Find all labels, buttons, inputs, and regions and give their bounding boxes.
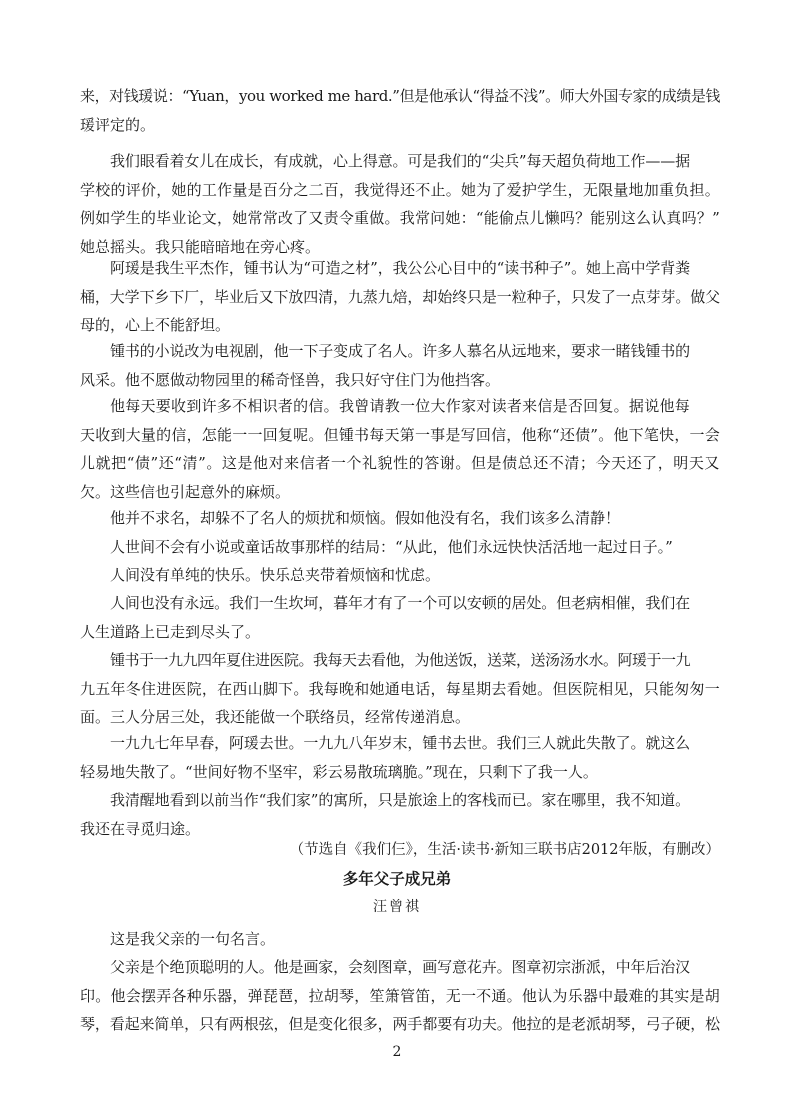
text-line: 例如学生的毕业论文，她常常改了又责令重做。我常问她：“能偷点儿懒吗？能别这么认真吗？” [80,209,720,227]
paragraph [80,147,720,261]
paragraph [80,786,720,843]
text-line: 我们眼看着女儿在成长，有成就，心上得意。可是我们的“尖兵”每天超负荷地工作——据 [110,152,690,170]
paragraph [80,392,720,506]
text-line: 阿瑗是我生平杰作，锺书认为“可造之材”，我公公心目中的“读书种子”。她上高中学背粪 [110,259,690,277]
second-article-author: 汪曾祺 [373,899,421,915]
text-line: 这是我父亲的一句名言。 [110,930,276,948]
text-line: 九五年冬住进医院，在西山脚下。我每晚和她通电话，每星期去看她。但医院相见，只能匆匆一 [80,679,720,698]
text-line: 印。他会摆弄各种乐器，弹琵琶，拉胡琴，笙箫管笛，无一不通。他认为乐器中最难的其实是胡 [80,986,720,1005]
text-line: 风采。他不愿做动物园里的稀奇怪兽，我只好守住门为他挡客。 [80,370,501,389]
text-line: 轻易地失散了。“世间好物不坚牢，彩云易散琉璃脆。”现在，只剩下了我一人。 [80,762,598,781]
text-line: 天收到大量的信，怎能一一回复呢。但锺书每天第一事是写回信，他称“还债”。他下笔快，一会 [80,425,720,444]
source-citation: （节选自《我们仨》，生活·读书·新知三联书店2012年版，有删改） [289,842,720,858]
paragraph [80,925,720,954]
text-line: 他每天要收到许多不相识者的信。我曾请教一位大作家对读者来信是否回复。据说他每 [110,397,690,415]
text-line: 来，对钱瑗说：“Yuan，you worked me hard.”但是他承认“得益不浅”。师大外国专家的成绩是钱 [80,87,720,105]
text-line: 一九九七年早春，阿瑗去世。一九九八年岁末，锺书去世。我们三人就此失散了。就这么 [110,734,690,752]
paragraph [80,533,720,562]
text-line: 学校的评价，她的工作量是百分之二百，我觉得还不止。她为了爱护学生，无限量地加重负担。 [80,180,720,199]
paragraph [80,729,720,786]
paragraph [80,504,720,533]
text-line: 儿就把“债”还“清”。这是他对来信者一个礼貌性的答谢。但是债总还不清；今天还了，明天又 [80,454,720,472]
paragraph [80,561,720,590]
text-line: 母的，心上不能舒坦。 [80,316,231,334]
paragraph [80,254,720,340]
page-number: 2 [392,1044,402,1060]
text-line: 人生道路上已走到尽头了。 [80,622,261,641]
paragraph [80,589,720,646]
text-line: 锺书于一九九四年夏住进医院。我每天去看他，为他送饭，送菜，送汤汤水水。阿瑗于一九 [110,651,690,669]
text-line: 她总摇头。我只能暗暗地在旁心疼。 [80,237,321,256]
paragraph [80,82,720,139]
text-line: 琴，看起来简单，只有两根弦，但是变化很多，两手都要有功夫。他拉的是老派胡琴，弓子硬，松 [80,1015,720,1033]
paragraph [80,646,720,732]
text-line: 人世间不会有小说或童话故事那样的结局：“从此，他们永远快快活活地一起过日子。” [110,538,673,556]
text-line: 我还在寻觅归途。 [80,819,201,838]
text-line: 瑗评定的。 [80,115,156,134]
text-line: 锺书的小说改为电视剧，他一下子变成了名人。许多人慕名从远地来，要求一睹钱锺书的 [110,342,690,360]
paragraph [80,337,720,394]
text-line: 面。三人分居三处，我还能做一个联络员，经常传递消息。 [80,708,471,726]
paragraph [80,953,720,1039]
text-line: 我清醒地看到以前当作“我们家”的寓所，只是旅途上的客栈而已。家在哪里，我不知道。 [110,791,690,809]
second-article-title: 多年父子成兄弟 [342,870,452,888]
text-line: 父亲是个绝顶聪明的人。他是画家，会刻图章，画写意花卉。图章初宗浙派，中年后治汉 [110,958,690,976]
text-line: 人间也没有永远。我们一生坎坷，暮年才有了一个可以安顿的居处。但老病相催，我们在 [110,594,690,612]
text-line: 欠。这些信也引起意外的麻烦。 [80,482,291,501]
text-line: 桶，大学下乡下厂，毕业后又下放四清，九蒸九焙，却始终只是一粒种子，只发了一点芽芽。做父 [80,287,720,306]
text-line: 人间没有单纯的快乐。快乐总夹带着烦恼和忧虑。 [110,566,441,584]
text-line: 他并不求名，却躲不了名人的烦扰和烦恼。假如他没有名，我们该多么清静！ [110,509,621,527]
